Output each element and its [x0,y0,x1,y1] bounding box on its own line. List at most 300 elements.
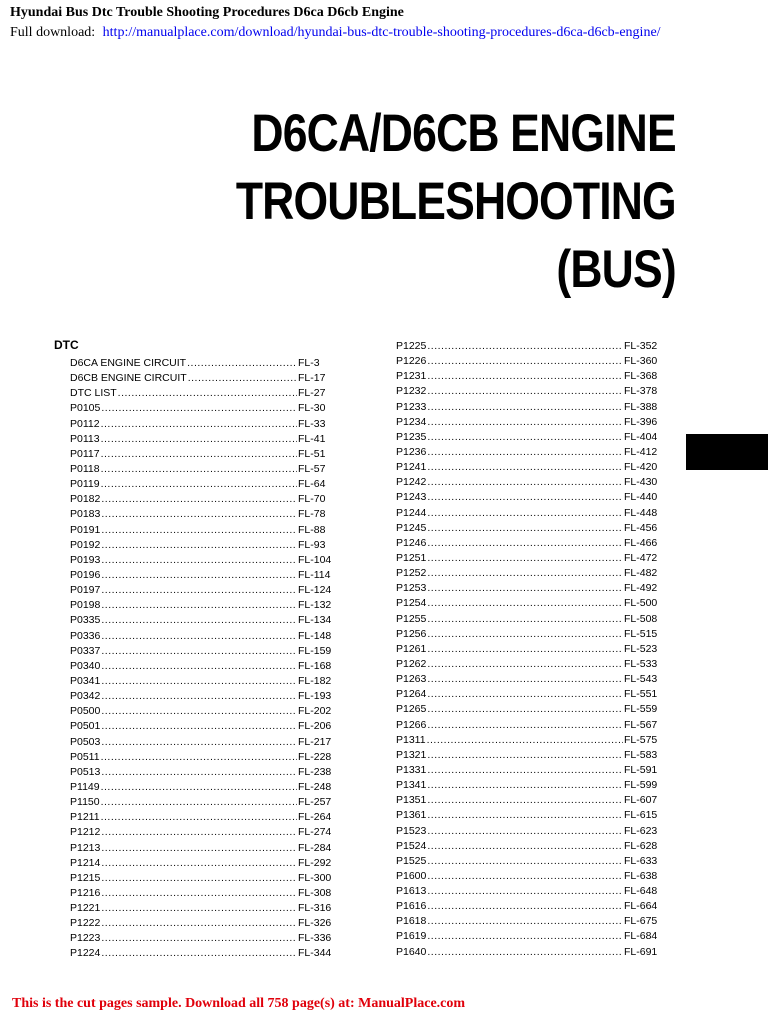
toc-entry-page: FL-448 [624,506,658,519]
toc-entry[interactable] [396,778,662,793]
toc-entry-code: P1255 [396,612,427,625]
toc-left-column [70,356,336,962]
toc-leader-dots [427,400,623,415]
toc-entry[interactable] [396,869,662,884]
toc-leader-dots [427,415,623,430]
toc-entry[interactable] [396,536,662,551]
toc-leader-dots [101,886,297,901]
toc-leader-dots [427,929,623,944]
toc-entry-page: FL-515 [624,627,658,640]
toc-entry-page: FL-248 [298,780,332,793]
toc-entry-page: FL-378 [624,385,658,398]
toc-entry[interactable] [70,946,336,961]
toc-entry-page: FL-264 [298,811,332,824]
toc-leader-dots [427,475,623,490]
toc-entry[interactable] [70,553,336,568]
toc-entry[interactable] [396,566,662,581]
toc-entry[interactable] [396,596,662,611]
toc-leader-dots [101,856,297,871]
toc-entry[interactable] [70,507,336,522]
toc-entry-code: P0119 [70,478,100,491]
toc-entry[interactable] [70,356,336,371]
toc-leader-dots [427,869,623,884]
toc-leader-dots [427,884,623,899]
toc-entry-code: P0193 [70,553,101,566]
toc-entry-code: P1523 [396,824,427,837]
toc-entry-code: P1226 [396,355,427,368]
toc-entry-code: P0191 [70,523,101,536]
toc-entry-page: FL-368 [624,370,658,383]
toc-entry-code: P0335 [70,614,101,627]
toc-entry-code: P1233 [396,400,427,413]
toc-entry-code: P1232 [396,385,427,398]
toc-leader-dots [427,612,623,627]
toc-entry[interactable] [70,644,336,659]
toc-entry[interactable] [70,417,336,432]
toc-leader-dots [427,854,623,869]
toc-entry-page: FL-274 [298,826,332,839]
toc-entry[interactable] [70,523,336,538]
toc-entry-page: FL-257 [298,796,332,809]
toc-leader-dots [101,825,297,840]
toc-entry[interactable] [396,657,662,672]
toc-leader-dots [427,899,623,914]
toc-entry[interactable] [70,613,336,628]
toc-leader-dots [101,841,297,856]
toc-entry-code: P1253 [396,582,427,595]
toc-entry[interactable] [396,884,662,899]
toc-entry-page: FL-430 [624,476,658,489]
toc-entry-code: P1351 [396,794,427,807]
toc-entry-code: P0117 [70,447,100,460]
toc-entry-code: P0337 [70,644,101,657]
toc-entry-code: P0336 [70,629,101,642]
toc-leader-dots [101,659,297,674]
toc-entry-code: P1224 [70,947,101,960]
toc-entry-page: FL-508 [624,612,658,625]
toc-entry-page: FL-523 [624,642,658,655]
toc-entry[interactable] [70,719,336,734]
footer-notice[interactable]: This is the cut pages sample. Download all 758 page(s) at: ManualPlace.com [12,996,466,1011]
toc-entry-page: FL-217 [298,735,332,748]
toc-entry[interactable] [70,765,336,780]
toc-right-column [396,339,662,960]
toc-entry-code: P1524 [396,839,427,852]
toc-entry-code: P0196 [70,568,101,581]
toc-leader-dots [427,460,623,475]
toc-entry-code: P1331 [396,763,427,776]
document-title: Hyundai Bus Dtc Trouble Shooting Procedures D6ca D6cb Engine [10,5,404,20]
toc-entry-page: FL-615 [624,809,658,822]
toc-entry-page: FL-182 [298,674,332,687]
toc-entry-code: P1243 [396,491,427,504]
toc-entry[interactable] [396,627,662,642]
toc-leader-dots [101,553,297,568]
toc-entry-page: FL-93 [298,538,326,551]
toc-entry[interactable] [70,795,336,810]
toc-entry[interactable] [396,400,662,415]
toc-entry-code: P1616 [396,900,427,913]
toc-entry-code: P1252 [396,567,427,580]
toc-entry[interactable] [396,384,662,399]
toc-entry[interactable] [70,568,336,583]
toc-leader-dots [427,521,623,536]
toc-leader-dots [101,629,297,644]
toc-entry-code: P1264 [396,688,427,701]
toc-leader-dots [427,702,623,717]
toc-entry[interactable] [70,780,336,795]
toc-entry-page: FL-500 [624,597,658,610]
download-label: Full download: [10,25,96,40]
toc-entry-code: P1640 [396,945,427,958]
toc-entry[interactable] [396,824,662,839]
toc-leader-dots [101,916,297,931]
toc-leader-dots [101,477,297,492]
toc-leader-dots [427,430,623,445]
toc-entry-page: FL-78 [298,508,326,521]
toc-entry[interactable] [70,477,336,492]
toc-leader-dots [101,432,297,447]
toc-entry[interactable] [396,460,662,475]
toc-entry-page: FL-57 [298,462,326,475]
toc-leader-dots [101,447,297,462]
toc-entry[interactable] [396,854,662,869]
toc-entry[interactable] [70,735,336,750]
toc-entry-page: FL-27 [298,387,326,400]
toc-entry[interactable] [70,810,336,825]
toc-leader-dots [427,566,623,581]
toc-entry[interactable] [396,430,662,445]
toc-entry[interactable] [396,521,662,536]
title-line-3: (BUS) [556,240,676,299]
toc-entry[interactable] [396,945,662,960]
toc-entry-page: FL-675 [624,915,658,928]
toc-leader-dots [427,687,623,702]
toc-entry-code: P1225 [396,340,427,352]
toc-entry-page: FL-420 [624,461,658,474]
toc-entry-page: FL-492 [624,582,658,595]
title-line-1: D6CA/D6CB ENGINE [251,104,676,163]
title-line-2: TROUBLESHOOTING [235,172,676,231]
toc-entry-page: FL-583 [624,748,658,761]
toc-leader-dots [427,718,623,733]
toc-entry-page: FL-206 [298,720,332,733]
toc-leader-dots [427,354,623,369]
toc-entry-code: P0183 [70,508,101,521]
toc-leader-dots [101,946,297,961]
toc-leader-dots [427,445,623,460]
toc-leader-dots [118,386,297,401]
toc-entry[interactable] [396,354,662,369]
toc-entry[interactable] [396,687,662,702]
toc-entry-code: P0501 [70,720,101,733]
toc-leader-dots [101,750,297,765]
toc-entry-page: FL-648 [624,885,658,898]
toc-entry-code: P1321 [396,748,427,761]
toc-entry-page: FL-41 [298,432,326,445]
toc-entry-code: P1619 [396,930,427,943]
toc-leader-dots [101,598,297,613]
toc-entry[interactable] [396,839,662,854]
toc-entry-page: FL-70 [298,493,326,506]
toc-entry[interactable] [396,733,662,748]
toc-entry-page: FL-114 [298,568,331,581]
toc-entry-page: FL-551 [624,688,658,701]
toc-entry-code: P0340 [70,659,101,672]
toc-entry-page: FL-559 [624,703,658,716]
toc-leader-dots [427,369,623,384]
toc-entry-code: P0503 [70,735,101,748]
toc-entry-page: FL-691 [624,945,658,958]
toc-entry[interactable] [70,856,336,871]
toc-entry-code: P0198 [70,599,101,612]
toc-entry[interactable] [396,475,662,490]
toc-entry-page: FL-33 [298,417,326,430]
toc-leader-dots [427,748,623,763]
toc-leader-dots [427,627,623,642]
toc-entry-code: P1266 [396,718,427,731]
toc-entry[interactable] [396,808,662,823]
toc-entry[interactable] [70,825,336,840]
toc-entry-page: FL-466 [624,536,658,549]
toc-entry-code: P1251 [396,551,427,564]
toc-entry-page: FL-404 [624,430,658,443]
toc-entry-code: P1245 [396,521,427,534]
toc-entry[interactable] [70,704,336,719]
toc-leader-dots [427,384,623,399]
toc-entry[interactable] [396,445,662,460]
manual-title [236,100,676,304]
toc-leader-dots [101,931,297,946]
toc-entry-code: P0511 [70,750,100,763]
toc-leader-dots [427,763,623,778]
toc-entry[interactable] [396,551,662,566]
toc-entry-page: FL-202 [298,705,332,718]
toc-entry-page: FL-482 [624,567,658,580]
toc-entry[interactable] [70,598,336,613]
toc-entry-code: P0342 [70,690,101,703]
toc-leader-dots [188,371,297,386]
toc-entry-page: FL-17 [298,372,326,385]
section-heading-dtc: DTC [54,338,79,352]
toc-entry-page: FL-238 [298,765,332,778]
toc-entry[interactable] [70,871,336,886]
toc-leader-dots [101,462,297,477]
toc-entry-code: P1242 [396,476,427,489]
toc-entry-page: FL-440 [624,491,658,504]
toc-entry[interactable] [396,929,662,944]
toc-entry-page: FL-628 [624,839,658,852]
toc-entry[interactable] [70,750,336,765]
toc-entry[interactable] [70,689,336,704]
toc-leader-dots [427,672,623,687]
toc-leader-dots [427,657,623,672]
toc-entry-page: FL-684 [624,930,658,943]
toc-entry[interactable] [70,931,336,946]
toc-entry-code: P0513 [70,765,101,778]
toc-entry-code: P1246 [396,536,427,549]
toc-entry-code: P1214 [70,856,101,869]
toc-entry[interactable] [70,386,336,401]
toc-entry-code: D6CA ENGINE CIRCUIT [70,357,187,369]
toc-entry-code: P0182 [70,493,101,506]
toc-entry-code: P1213 [70,841,101,854]
toc-entry[interactable] [396,581,662,596]
toc-entry-page: FL-599 [624,779,658,792]
toc-entry-code: P1149 [70,780,100,793]
toc-entry[interactable] [396,763,662,778]
toc-leader-dots [427,596,623,611]
toc-entry[interactable] [396,748,662,763]
toc-entry-code: P0112 [70,417,100,430]
toc-leader-dots [101,765,297,780]
toc-entry[interactable] [396,672,662,687]
toc-entry[interactable] [396,793,662,808]
toc-entry-code: P0118 [70,462,100,475]
toc-entry-code: P1263 [396,673,427,686]
toc-leader-dots [101,795,297,810]
toc-leader-dots [101,417,297,432]
toc-entry-code: P1231 [396,370,427,383]
toc-entry-code: P1234 [396,415,427,428]
toc-entry-code: P1215 [70,871,101,884]
toc-entry-page: FL-308 [298,886,332,899]
toc-entry-code: P1221 [70,902,101,915]
toc-leader-dots [427,839,623,854]
toc-entry[interactable] [396,702,662,717]
toc-entry-code: P1361 [396,809,427,822]
toc-entry-page: FL-104 [298,553,332,566]
toc-entry[interactable] [396,914,662,929]
toc-entry-code: P1150 [70,796,100,809]
toc-leader-dots [427,793,623,808]
toc-entry[interactable] [70,629,336,644]
toc-entry[interactable] [396,490,662,505]
toc-entry[interactable] [70,674,336,689]
toc-entry-page: FL-664 [624,900,658,913]
toc-leader-dots [427,339,623,354]
toc-entry-code: P1216 [70,886,101,899]
toc-entry-code: P1341 [396,779,427,792]
toc-entry[interactable] [70,462,336,477]
toc-entry-page: FL-159 [298,644,332,657]
toc-leader-dots [101,780,297,795]
toc-leader-dots [427,733,623,748]
toc-entry[interactable] [70,538,336,553]
toc-leader-dots [427,642,623,657]
toc-entry-code: P1254 [396,597,427,610]
toc-entry-page: FL-193 [298,690,332,703]
toc-leader-dots [101,704,297,719]
toc-entry-code: P1600 [396,869,427,882]
toc-entry[interactable] [70,432,336,447]
toc-leader-dots [101,523,297,538]
toc-leader-dots [427,490,623,505]
toc-entry-page: FL-623 [624,824,658,837]
toc-entry-code: P0113 [70,432,100,445]
toc-entry[interactable] [396,506,662,521]
toc-leader-dots [427,808,623,823]
toc-leader-dots [101,583,297,598]
toc-leader-dots [101,507,297,522]
toc-entry[interactable] [70,401,336,416]
toc-entry[interactable] [396,369,662,384]
toc-entry-code: P1241 [396,461,427,474]
toc-entry-code: P1265 [396,703,427,716]
toc-entry[interactable] [70,492,336,507]
toc-entry-page: FL-360 [624,355,658,368]
toc-leader-dots [101,674,297,689]
toc-entry-page: FL-51 [298,447,326,460]
toc-entry[interactable] [70,916,336,931]
toc-entry[interactable] [396,339,662,354]
toc-entry-page: FL-316 [298,902,332,915]
toc-entry[interactable] [396,899,662,914]
toc-entry-page: FL-336 [298,932,332,945]
toc-entry-code: P1618 [396,915,427,928]
toc-leader-dots [101,401,297,416]
toc-entry[interactable] [396,612,662,627]
toc-entry-code: D6CB ENGINE CIRCUIT [70,372,187,385]
toc-entry-page: FL-352 [624,340,658,352]
toc-entry-code: DTC LIST [70,387,117,400]
toc-entry[interactable] [70,841,336,856]
toc-entry[interactable] [70,583,336,598]
toc-entry-page: FL-88 [298,523,326,536]
toc-entry-code: P1311 [396,733,426,746]
toc-leader-dots [101,735,297,750]
toc-leader-dots [427,536,623,551]
toc-leader-dots [101,613,297,628]
toc-entry-page: FL-633 [624,854,658,867]
toc-entry-page: FL-456 [624,521,658,534]
toc-entry-code: P1261 [396,642,427,655]
toc-entry[interactable] [70,371,336,386]
toc-leader-dots [427,914,623,929]
toc-entry-page: FL-607 [624,794,658,807]
toc-entry[interactable] [396,718,662,733]
toc-entry-page: FL-412 [624,445,658,458]
toc-entry-page: FL-292 [298,856,332,869]
toc-entry[interactable] [70,901,336,916]
toc-leader-dots [101,719,297,734]
toc-entry-code: P1236 [396,445,427,458]
toc-entry[interactable] [396,415,662,430]
toc-entry[interactable] [70,447,336,462]
toc-entry-code: P0341 [70,674,101,687]
toc-entry-code: P1525 [396,854,427,867]
toc-entry-page: FL-638 [624,869,658,882]
toc-entry-page: FL-396 [624,415,658,428]
toc-entry[interactable] [396,642,662,657]
toc-entry-code: P1256 [396,627,427,640]
toc-entry-page: FL-3 [298,357,320,369]
toc-entry[interactable] [70,886,336,901]
download-link[interactable]: http://manualplace.com/download/hyundai-bus-dtc-trouble-shooting-procedures-d6ca-d6cb-engine/ [102,25,661,40]
toc-leader-dots [101,492,297,507]
toc-entry-page: FL-575 [624,733,658,746]
toc-entry-page: FL-132 [298,599,332,612]
toc-entry-code: P1262 [396,657,427,670]
toc-entry-code: P1235 [396,430,427,443]
toc-entry[interactable] [70,659,336,674]
toc-leader-dots [101,901,297,916]
toc-leader-dots [101,871,297,886]
toc-entry-page: FL-326 [298,917,332,930]
toc-entry-page: FL-344 [298,947,332,960]
toc-leader-dots [427,506,623,521]
toc-entry-page: FL-30 [298,402,326,415]
